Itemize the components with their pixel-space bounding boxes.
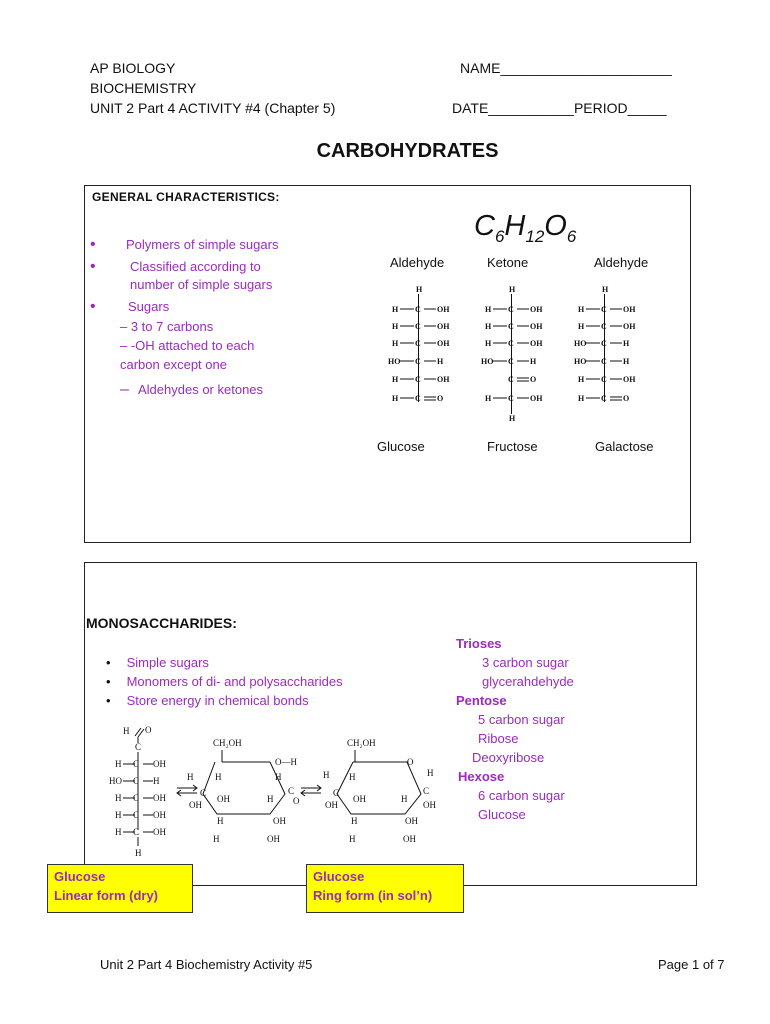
svg-text:C: C — [133, 759, 140, 769]
svg-text:C: C — [415, 305, 421, 314]
label-linear-form: Glucose Linear form (dry) — [47, 864, 193, 913]
svg-text:H: H — [115, 759, 122, 769]
svg-text:H: H — [217, 816, 224, 826]
footer-page-number: Page 1 of 7 — [658, 957, 725, 972]
svg-text:OH: OH — [530, 339, 543, 348]
svg-text:OH: OH — [267, 834, 280, 844]
svg-text:H: H — [416, 285, 423, 294]
svg-text:H: H — [602, 285, 609, 294]
svg-text:OH: OH — [530, 305, 543, 314]
svg-text:O: O — [623, 394, 630, 403]
label-ketone: Ketone — [487, 255, 529, 270]
bullet-dot: • — [90, 298, 96, 315]
svg-text:H: H — [323, 770, 330, 780]
svg-text:CH₂OH: CH₂OH — [347, 738, 376, 748]
general-bullets — [90, 235, 350, 400]
mono-bullets — [106, 653, 343, 710]
svg-text:H: H — [153, 776, 160, 786]
svg-text:H: H — [485, 339, 492, 348]
label-aldehyde-2: Aldehyde — [594, 255, 649, 270]
svg-text:HO: HO — [109, 776, 122, 786]
svg-text:H: H — [485, 305, 492, 314]
glucose-fischer — [388, 285, 450, 403]
svg-text:OH: OH — [153, 759, 166, 769]
svg-text:OH: OH — [623, 305, 636, 314]
pentose-deoxyribose: Deoxyribose — [472, 750, 545, 765]
svg-text:H: H — [213, 834, 220, 844]
svg-text:H: H — [392, 339, 399, 348]
svg-text:OH: OH — [530, 394, 543, 403]
svg-text:C: C — [508, 339, 514, 348]
course-title: AP BIOLOGY — [90, 60, 176, 76]
svg-text:H: H — [578, 394, 585, 403]
svg-text:OH: OH — [217, 794, 230, 804]
svg-text:OH: OH — [405, 816, 418, 826]
svg-text:H: H — [578, 375, 585, 384]
sub-carbons: – 3 to 7 carbons — [120, 319, 214, 334]
svg-text:C: C — [133, 827, 140, 837]
svg-text:O: O — [530, 375, 537, 384]
mono-right-list — [456, 634, 574, 824]
bullet-classified: Classified according to — [130, 259, 261, 274]
sub-oh: – -OH attached to each — [120, 338, 255, 353]
svg-text:H: H — [187, 772, 194, 782]
svg-text:H: H — [123, 726, 130, 736]
svg-text:C: C — [133, 793, 140, 803]
page-title: CARBOHYDRATES — [316, 140, 499, 162]
svg-text:O: O — [437, 394, 444, 403]
fischer-projections — [370, 282, 670, 422]
svg-text:H: H — [623, 339, 630, 348]
bullet-sugars: Sugars — [128, 299, 170, 314]
svg-text:H: H — [392, 322, 399, 331]
svg-text:C: C — [601, 305, 607, 314]
bullet-dot: • — [106, 655, 111, 670]
bullet-dot: • — [90, 258, 96, 275]
svg-text:H: H — [349, 772, 356, 782]
trioses-example: glycerahdehyde — [482, 674, 574, 689]
svg-text:H: H — [578, 322, 585, 331]
svg-text:H: H — [485, 322, 492, 331]
sub-oh-cont: carbon except one — [120, 357, 227, 372]
svg-text:C: C — [508, 305, 514, 314]
svg-text:C: C — [135, 742, 142, 752]
svg-text:OH: OH — [403, 834, 416, 844]
bullet-classified-cont: number of simple sugars — [130, 277, 273, 292]
svg-text:H: H — [623, 357, 630, 366]
mono-heading: MONOSACCHARIDES: — [86, 615, 237, 631]
svg-text:H: H — [427, 768, 434, 778]
svg-text:H: H — [509, 414, 516, 422]
hexose-desc: 6 carbon sugar — [478, 788, 565, 803]
svg-text:OH: OH — [623, 375, 636, 384]
label-ring-form: Glucose Ring form (in sol’n) — [306, 864, 464, 913]
svg-text:C: C — [601, 339, 607, 348]
svg-text:C: C — [508, 394, 514, 403]
svg-text:H: H — [349, 834, 356, 844]
svg-text:C: C — [601, 375, 607, 384]
svg-text:C: C — [415, 322, 421, 331]
svg-text:C: C — [288, 786, 295, 796]
svg-text:OH: OH — [153, 793, 166, 803]
bullet-dot: • — [106, 693, 111, 708]
pentose-desc: 5 carbon sugar — [478, 712, 565, 727]
svg-text:H: H — [485, 394, 492, 403]
svg-text:CH₂OH: CH₂OH — [213, 738, 242, 748]
svg-text:H: H — [437, 357, 444, 366]
svg-text:C: C — [133, 810, 140, 820]
trioses-desc: 3 carbon sugar — [482, 655, 569, 670]
svg-text:C: C — [133, 776, 140, 786]
svg-text:OH: OH — [623, 322, 636, 331]
svg-text:H: H — [392, 394, 399, 403]
svg-text:H: H — [215, 772, 222, 782]
name-field[interactable]: NAME______________________ — [460, 60, 672, 76]
bullet-monomers: Monomers of di- and polysaccharides — [126, 674, 343, 689]
svg-text:C: C — [415, 394, 421, 403]
footer-left: Unit 2 Part 4 Biochemistry Activity #5 — [100, 957, 313, 972]
label-aldehyde-1: Aldehyde — [390, 255, 445, 270]
name-glucose: Glucose — [377, 439, 425, 454]
svg-text:OH: OH — [325, 800, 338, 810]
trioses-heading: Trioses — [456, 636, 502, 651]
svg-text:OH: OH — [353, 794, 366, 804]
svg-text:HO: HO — [481, 357, 494, 366]
svg-text:O: O — [407, 757, 414, 767]
svg-text:OH: OH — [437, 375, 450, 384]
svg-text:C: C — [415, 339, 421, 348]
svg-text:C: C — [508, 375, 514, 384]
svg-text:H: H — [275, 772, 282, 782]
svg-text:C: C — [415, 375, 421, 384]
svg-text:O: O — [145, 725, 152, 735]
bullet-polymers: Polymers of simple sugars — [126, 237, 279, 252]
svg-text:OH: OH — [273, 816, 286, 826]
bullet-simple-sugars: Simple sugars — [126, 655, 209, 670]
svg-text:H: H — [135, 848, 142, 858]
fructose-fischer — [481, 285, 543, 422]
svg-text:H: H — [351, 816, 358, 826]
activity-title: UNIT 2 Part 4 ACTIVITY #4 (Chapter 5) — [90, 100, 336, 116]
svg-text:OH: OH — [153, 827, 166, 837]
svg-text:C: C — [508, 322, 514, 331]
open-chain-intermediate — [203, 750, 285, 814]
sub-aldehydes: Aldehydes or ketones — [138, 382, 264, 397]
general-heading: GENERAL CHARACTERISTICS: — [92, 190, 280, 204]
topic-title: BIOCHEMISTRY — [90, 80, 197, 96]
svg-text:H: H — [509, 285, 516, 294]
svg-text:H: H — [392, 305, 399, 314]
svg-text:C: C — [601, 394, 607, 403]
svg-text:C: C — [601, 357, 607, 366]
svg-text:H: H — [267, 794, 274, 804]
galactose-fischer — [574, 285, 636, 403]
svg-text:C: C — [423, 786, 430, 796]
bullet-dot: • — [106, 674, 111, 689]
svg-text:H: H — [578, 305, 585, 314]
header-left — [90, 58, 335, 118]
svg-text:OH: OH — [530, 322, 543, 331]
equilibrium-arrows — [177, 785, 321, 796]
sub-dash: – — [120, 381, 129, 398]
linear-glucose — [109, 725, 166, 858]
svg-text:HO: HO — [388, 357, 401, 366]
svg-text:H: H — [401, 794, 408, 804]
name-galactose: Galactose — [595, 439, 654, 454]
hexose-glucose: Glucose — [478, 807, 526, 822]
svg-text:OH: OH — [437, 339, 450, 348]
svg-text:C: C — [333, 788, 340, 798]
svg-text:H: H — [392, 375, 399, 384]
svg-text:OH: OH — [437, 322, 450, 331]
svg-text:HO: HO — [574, 339, 587, 348]
svg-text:HO: HO — [574, 357, 587, 366]
hexose-heading: Hexose — [458, 769, 505, 784]
bullet-dot: • — [90, 236, 96, 253]
svg-text:H: H — [115, 827, 122, 837]
svg-text:OH: OH — [437, 305, 450, 314]
pentose-heading: Pentose — [456, 693, 507, 708]
date-period-field[interactable]: DATE___________PERIOD_____ — [452, 100, 667, 116]
svg-text:C: C — [200, 788, 207, 798]
svg-text:H: H — [530, 357, 537, 366]
svg-text:C: C — [415, 357, 421, 366]
svg-text:H: H — [115, 810, 122, 820]
molecular-formula: $C_6H_{12}O_6$ — [474, 210, 577, 246]
svg-text:OH: OH — [153, 810, 166, 820]
bullet-store-energy: Store energy in chemical bonds — [126, 693, 309, 708]
svg-text:H: H — [115, 793, 122, 803]
svg-text:OH: OH — [189, 800, 202, 810]
svg-text:OH: OH — [423, 800, 436, 810]
svg-text:O: O — [293, 796, 300, 806]
svg-text:C: C — [601, 322, 607, 331]
svg-text:C: C — [508, 357, 514, 366]
glucose-cyclization-diagram — [105, 722, 445, 862]
pentose-ribose: Ribose — [478, 731, 519, 746]
name-fructose: Fructose — [487, 439, 538, 454]
svg-text:O—H: O—H — [275, 757, 297, 767]
